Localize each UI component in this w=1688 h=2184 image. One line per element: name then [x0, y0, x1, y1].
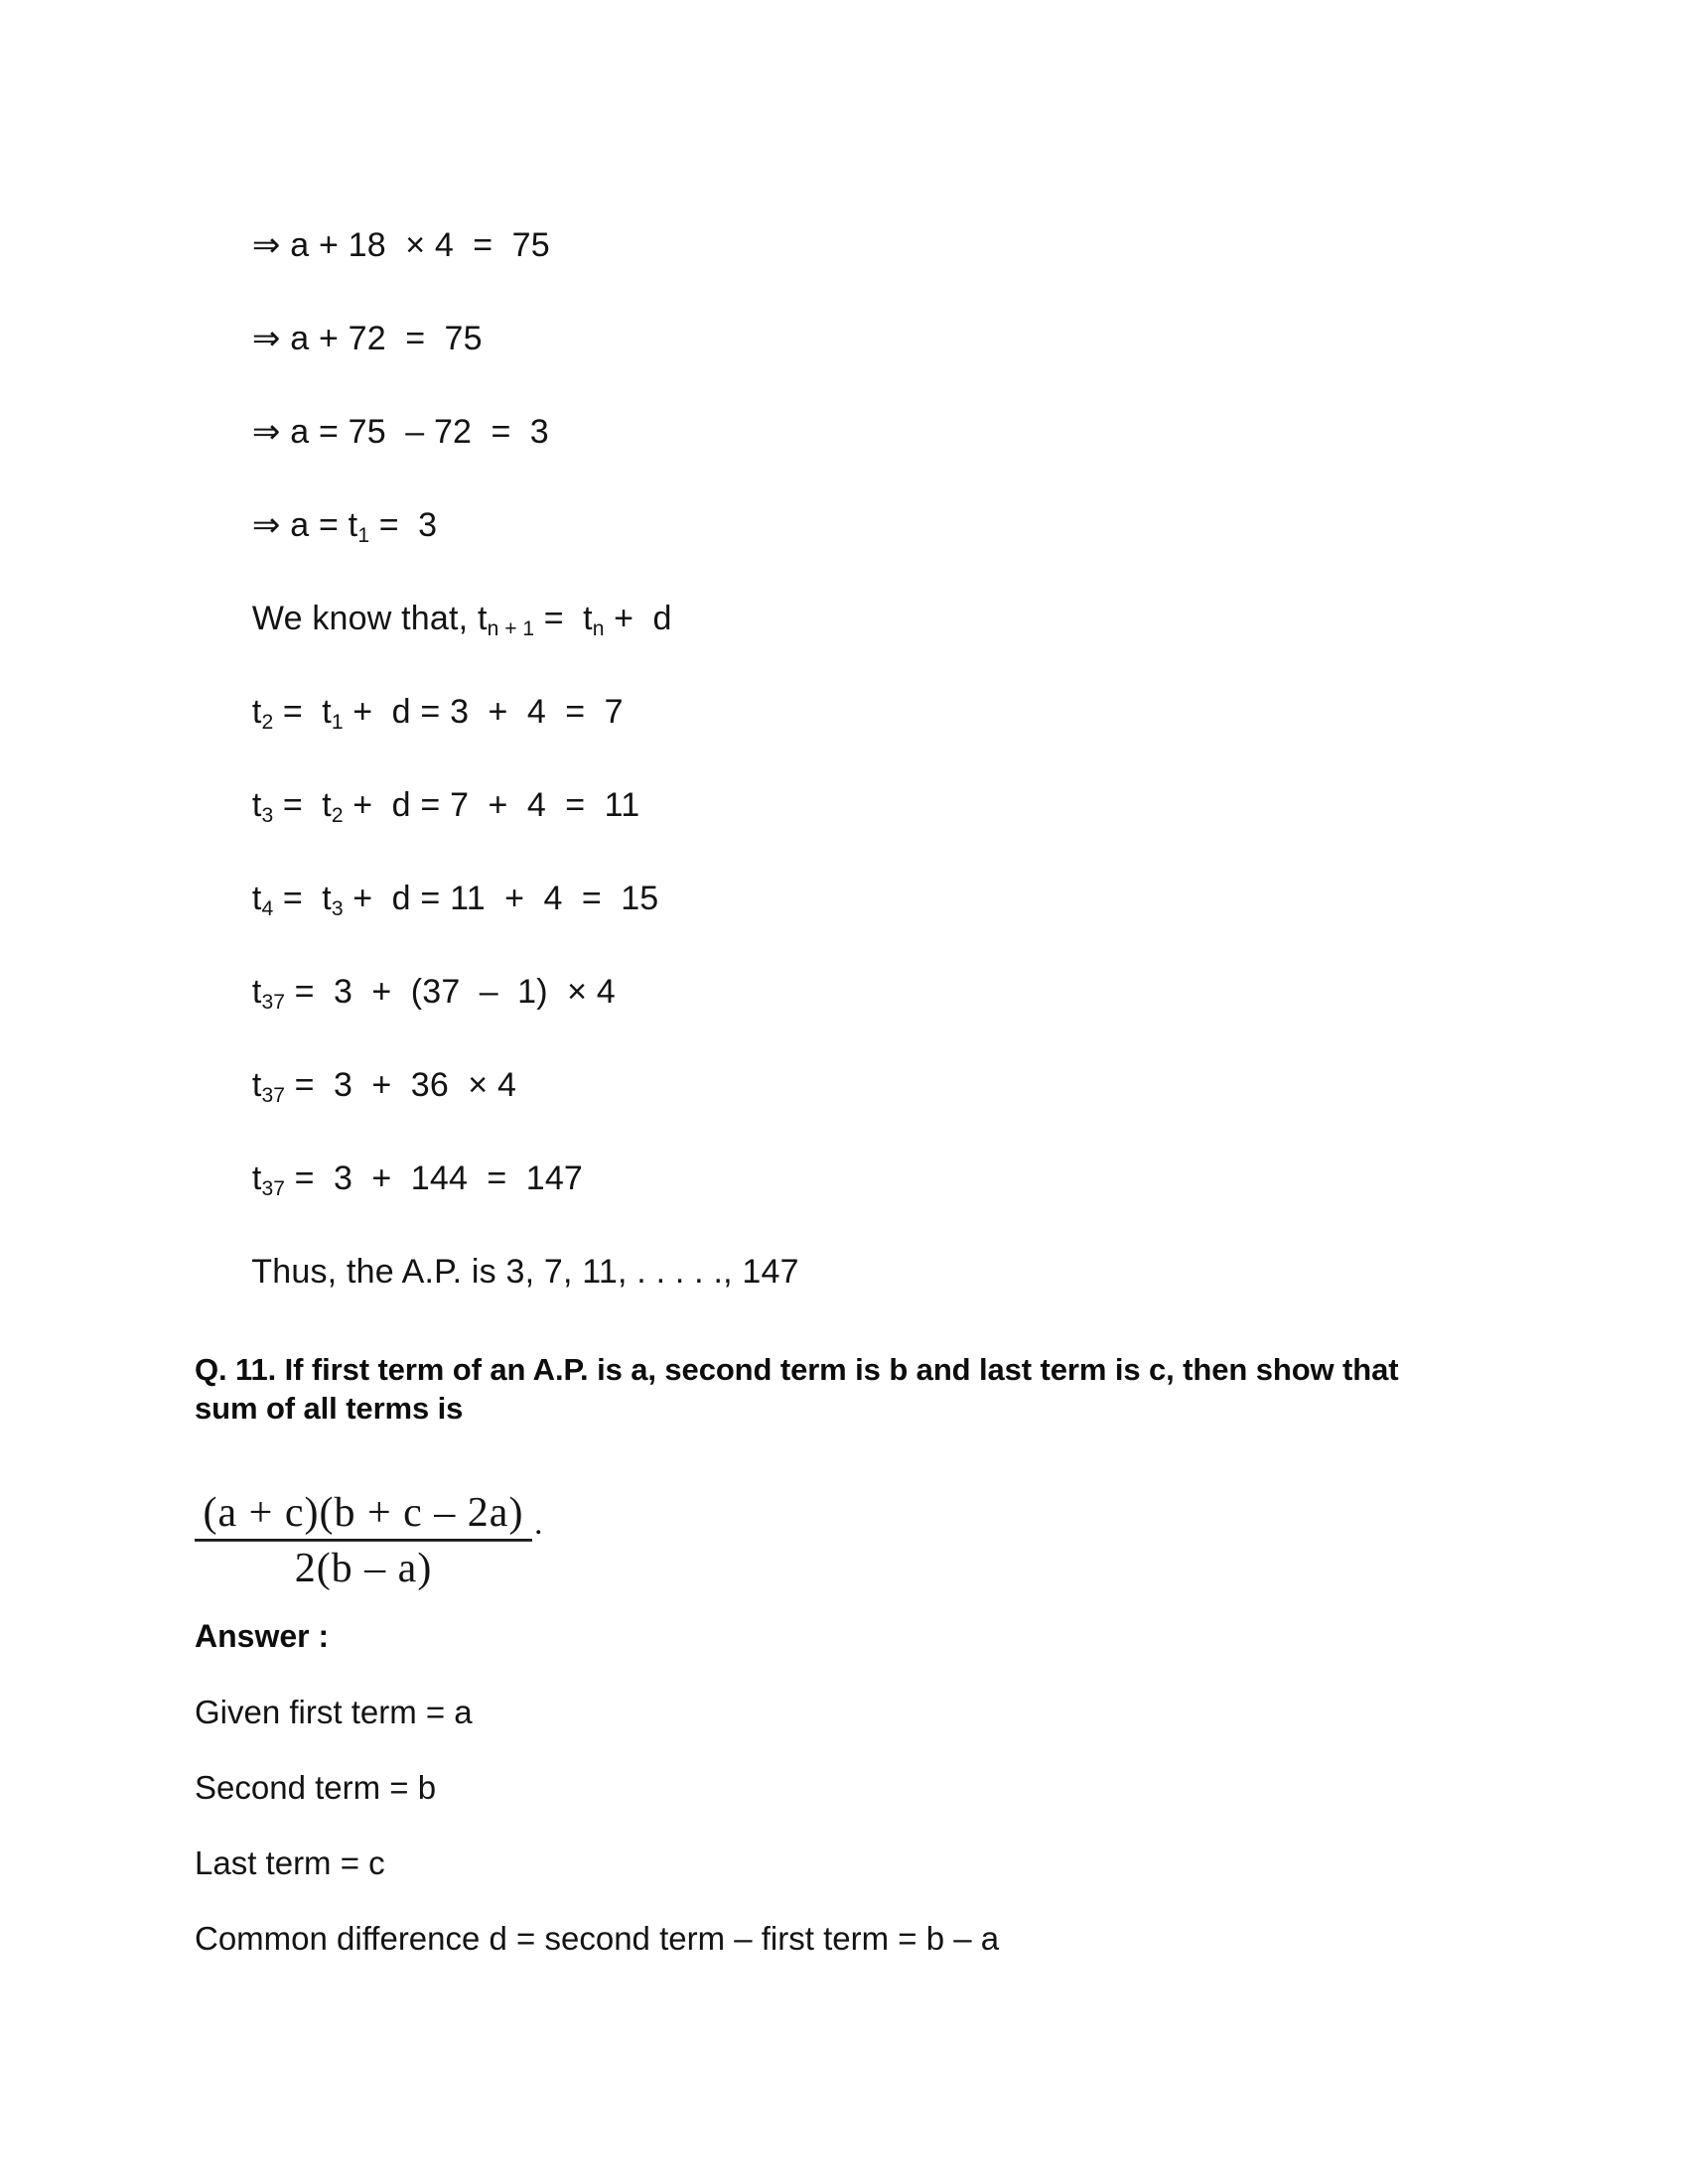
recurrence-statement [195, 568, 1485, 661]
term-t3-equation [195, 754, 1485, 848]
page-content [195, 195, 1485, 1958]
conclusion-line [195, 1221, 1485, 1314]
term-t4-tail: + d = 11 + 4 = 15 [343, 880, 659, 917]
answer-label: Answer : [195, 1618, 330, 1655]
term-t4-symbol: t [251, 880, 262, 917]
term-t4-subscript: 4 [261, 896, 274, 920]
term-t4-ref-subscript: 3 [331, 896, 344, 920]
formula-block [195, 1461, 1485, 1590]
term-t37b-symbol: t [251, 1066, 262, 1104]
equation-step-2-text: ⇒ a + 72 = 75 [251, 320, 483, 357]
term-t2-ref-subscript: 1 [331, 710, 344, 734]
term-t37b-tail: = 3 + 36 × 4 [285, 1066, 517, 1104]
term-t37b-subscript: 37 [261, 1083, 285, 1107]
answer-line-common-difference: Common difference d = second term – first term = b – a [195, 1920, 1000, 1958]
equation-step-4-tail: = 3 [369, 506, 438, 544]
equation-step-2 [195, 288, 1485, 381]
formula-trailing-period: . [534, 1505, 543, 1543]
conclusion-text: Thus, the A.P. is 3, 7, 11, . . . . ., 147 [251, 1253, 799, 1291]
term-t3-ref-subscript: 2 [331, 803, 344, 827]
recurrence-tail: + d [604, 600, 672, 637]
term-t37a-tail: = 3 + (37 – 1) × 4 [285, 973, 616, 1011]
term-t3-subscript: 3 [261, 803, 274, 827]
term-t37a-subscript: 37 [261, 990, 285, 1014]
recurrence-subscript-left: n + 1 [487, 616, 535, 640]
answer-line-last-term: Last term = c [195, 1844, 385, 1882]
term-t2-equals: = t [273, 693, 332, 731]
term-t4-equation [195, 848, 1485, 941]
recurrence-subscript-right: n [592, 616, 605, 640]
recurrence-equals: = t [534, 600, 593, 637]
equation-step-3 [195, 381, 1485, 475]
answer-line-given-first-term: Given first term = a [195, 1694, 473, 1731]
equation-step-1-text: ⇒ a + 18 × 4 = 75 [251, 226, 550, 264]
term-t2-subscript: 2 [261, 710, 274, 734]
equation-step-4-lead: ⇒ a = t [251, 506, 358, 544]
term-t37c-symbol: t [251, 1160, 262, 1197]
term-t2-symbol: t [251, 693, 262, 731]
term-t37-equation-a [195, 941, 1485, 1034]
term-t37c-tail: = 3 + 144 = 147 [285, 1160, 584, 1197]
equation-step-1 [195, 195, 1485, 288]
term-t37-equation-c [195, 1128, 1485, 1221]
formula-numerator: (a + c)(b + c – 2a) [203, 1490, 524, 1537]
term-t3-tail: + d = 7 + 4 = 11 [343, 786, 640, 824]
equation-step-4 [195, 475, 1485, 568]
term-t4-equals: = t [273, 880, 332, 917]
sum-formula-fraction [195, 1492, 532, 1590]
recurrence-lead-text: We know that, [251, 600, 478, 637]
term-t37-equation-b [195, 1034, 1485, 1128]
term-t2-tail: + d = 3 + 4 = 7 [343, 693, 624, 731]
term-t37c-subscript: 37 [261, 1176, 285, 1200]
equation-step-4-subscript: 1 [357, 523, 370, 547]
recurrence-term-left: t [477, 600, 488, 637]
question-heading: Q. 11. If first term of an A.P. is a, second term is b and last term is c, then show that sum of all terms is [195, 1352, 1399, 1427]
term-t3-equals: = t [273, 786, 332, 824]
formula-denominator: 2(b – a) [294, 1546, 433, 1592]
term-t2-equation [195, 661, 1485, 754]
equation-step-3-text: ⇒ a = 75 – 72 = 3 [251, 413, 549, 451]
answer-line-second-term: Second term = b [195, 1769, 437, 1807]
term-t37a-symbol: t [251, 973, 262, 1011]
term-t3-symbol: t [251, 786, 262, 824]
